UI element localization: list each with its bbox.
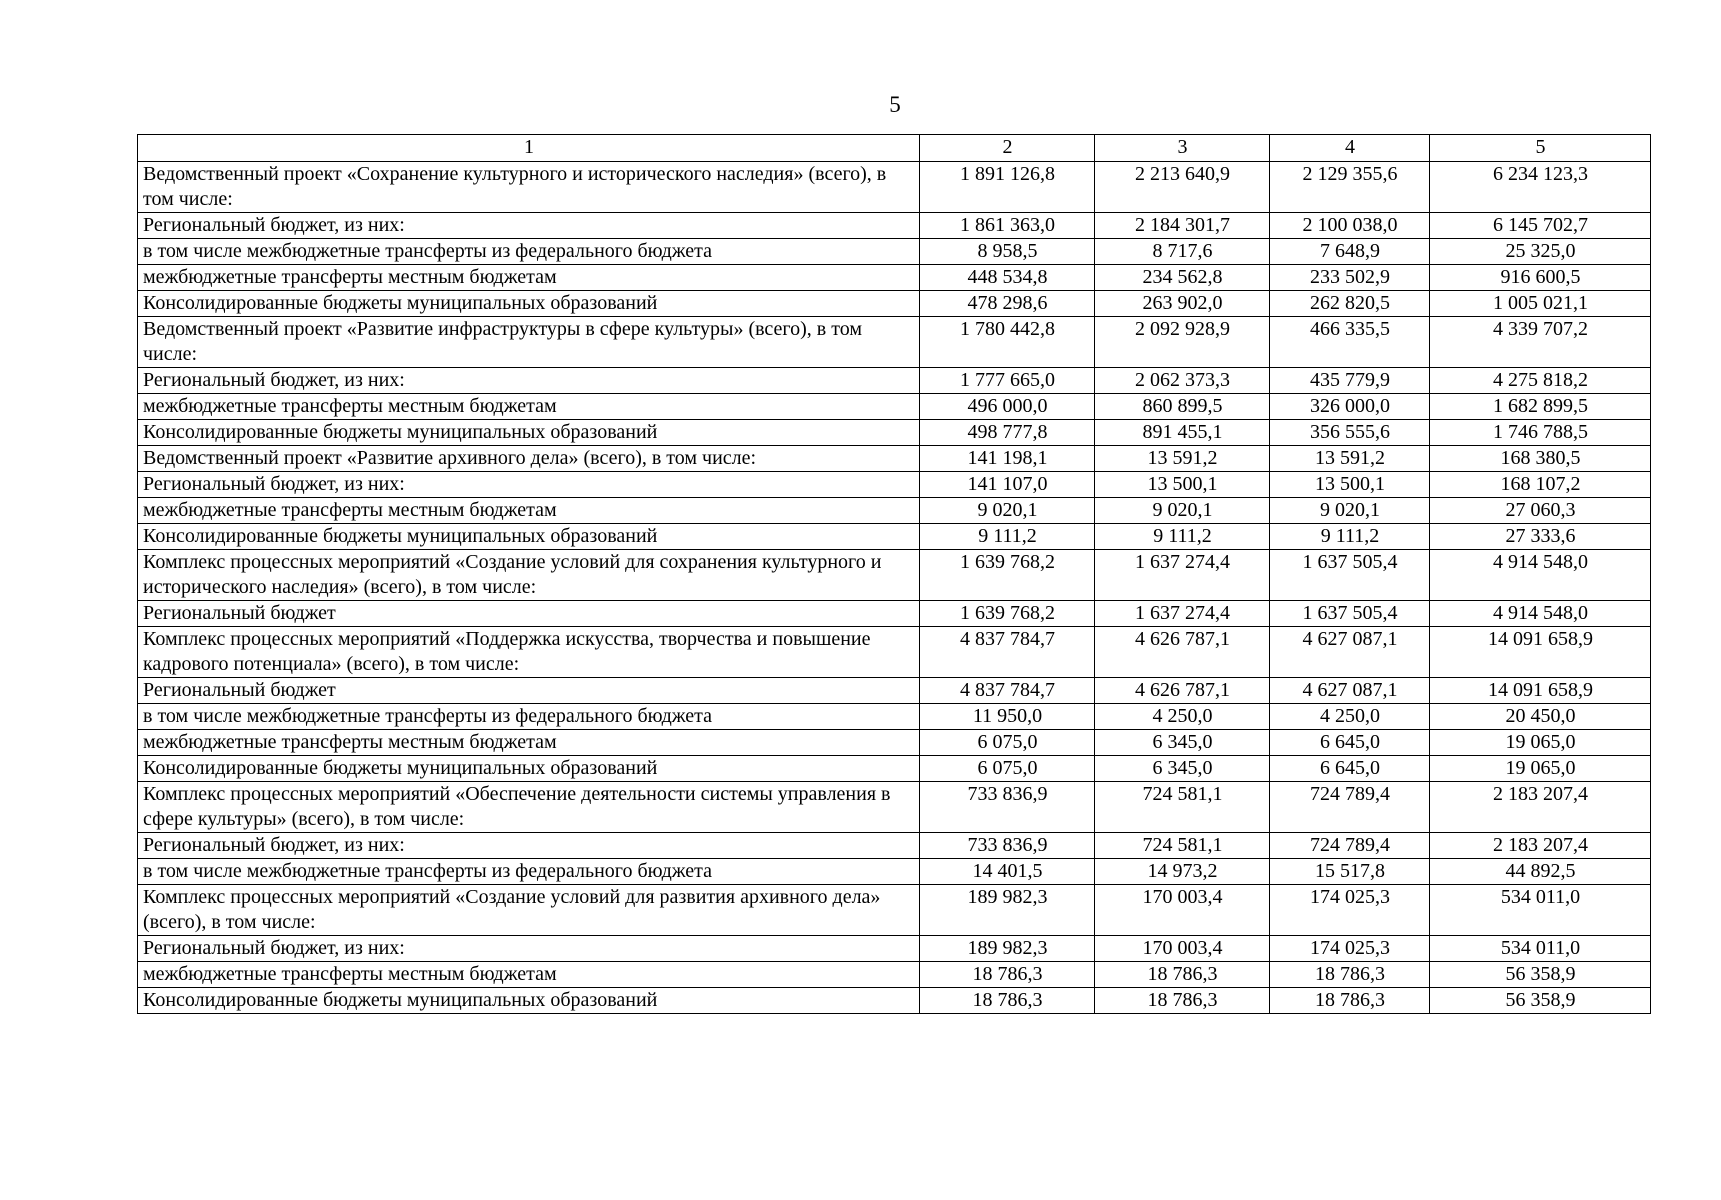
value-cell: 4 250,0 — [1095, 704, 1270, 730]
table-row — [138, 265, 1651, 291]
value-cell: 448 534,8 — [920, 265, 1095, 291]
table-row — [138, 756, 1651, 782]
value-cell: 13 500,1 — [1095, 472, 1270, 498]
value-cell: 9 111,2 — [1270, 524, 1430, 550]
value-cell: 496 000,0 — [920, 394, 1095, 420]
value-cell: 170 003,4 — [1095, 936, 1270, 962]
value-cell: 1 637 274,4 — [1095, 550, 1270, 601]
value-cell: 56 358,9 — [1430, 962, 1651, 988]
value-cell: 733 836,9 — [920, 782, 1095, 833]
value-cell: 170 003,4 — [1095, 885, 1270, 936]
table-row — [138, 524, 1651, 550]
value-cell: 27 333,6 — [1430, 524, 1651, 550]
value-cell: 4 339 707,2 — [1430, 317, 1651, 368]
table-row — [138, 498, 1651, 524]
value-cell: 1 891 126,8 — [920, 162, 1095, 213]
value-cell: 174 025,3 — [1270, 936, 1430, 962]
row-label: межбюджетные трансферты местным бюджетам — [138, 730, 920, 756]
value-cell: 860 899,5 — [1095, 394, 1270, 420]
page-number: 5 — [889, 92, 901, 117]
value-cell: 724 581,1 — [1095, 833, 1270, 859]
table-row — [138, 446, 1651, 472]
value-cell: 2 100 038,0 — [1270, 213, 1430, 239]
table-row — [138, 678, 1651, 704]
row-label: Комплекс процессных мероприятий «Обеспечение деятельности системы управления в сфере культуры» (всего), в том числе: — [138, 782, 920, 833]
column-header: 2 — [920, 135, 1095, 162]
table-row — [138, 291, 1651, 317]
value-cell: 234 562,8 — [1095, 265, 1270, 291]
value-cell: 1 005 021,1 — [1430, 291, 1651, 317]
value-cell: 6 075,0 — [920, 730, 1095, 756]
row-label: Консолидированные бюджеты муниципальных образований — [138, 524, 920, 550]
value-cell: 168 107,2 — [1430, 472, 1651, 498]
value-cell: 263 902,0 — [1095, 291, 1270, 317]
value-cell: 9 020,1 — [1095, 498, 1270, 524]
column-header: 1 — [138, 135, 920, 162]
row-label: Консолидированные бюджеты муниципальных образований — [138, 291, 920, 317]
budget-table — [137, 134, 1651, 1014]
value-cell: 1 637 274,4 — [1095, 601, 1270, 627]
table-row — [138, 162, 1651, 213]
value-cell: 4 626 787,1 — [1095, 678, 1270, 704]
table-row — [138, 213, 1651, 239]
row-label: Комплекс процессных мероприятий «Создание условий для сохранения культурного и исторического наследия» (всего), в том числе: — [138, 550, 920, 601]
value-cell: 189 982,3 — [920, 936, 1095, 962]
value-cell: 56 358,9 — [1430, 988, 1651, 1014]
column-header: 4 — [1270, 135, 1430, 162]
table-row — [138, 962, 1651, 988]
value-cell: 4 914 548,0 — [1430, 550, 1651, 601]
row-label: Региональный бюджет — [138, 601, 920, 627]
value-cell: 1 746 788,5 — [1430, 420, 1651, 446]
table-row — [138, 472, 1651, 498]
value-cell: 19 065,0 — [1430, 730, 1651, 756]
table-row — [138, 730, 1651, 756]
value-cell: 4 250,0 — [1270, 704, 1430, 730]
table-header-row — [138, 135, 1651, 162]
value-cell: 9 111,2 — [920, 524, 1095, 550]
value-cell: 1 639 768,2 — [920, 601, 1095, 627]
row-label: межбюджетные трансферты местным бюджетам — [138, 394, 920, 420]
value-cell: 2 092 928,9 — [1095, 317, 1270, 368]
value-cell: 4 914 548,0 — [1430, 601, 1651, 627]
value-cell: 891 455,1 — [1095, 420, 1270, 446]
value-cell: 18 786,3 — [1095, 988, 1270, 1014]
value-cell: 27 060,3 — [1430, 498, 1651, 524]
value-cell: 14 091 658,9 — [1430, 678, 1651, 704]
row-label: Ведомственный проект «Развитие инфраструктуры в сфере культуры» (всего), в том числе: — [138, 317, 920, 368]
value-cell: 18 786,3 — [1095, 962, 1270, 988]
value-cell: 2 213 640,9 — [1095, 162, 1270, 213]
table-row — [138, 988, 1651, 1014]
value-cell: 189 982,3 — [920, 885, 1095, 936]
budget-table-body — [138, 135, 1651, 1014]
value-cell: 13 500,1 — [1270, 472, 1430, 498]
table-row — [138, 394, 1651, 420]
value-cell: 2 184 301,7 — [1095, 213, 1270, 239]
value-cell: 15 517,8 — [1270, 859, 1430, 885]
value-cell: 9 020,1 — [920, 498, 1095, 524]
value-cell: 6 645,0 — [1270, 756, 1430, 782]
row-label: Ведомственный проект «Сохранение культурного и исторического наследия» (всего), в том числе: — [138, 162, 920, 213]
row-label: Региональный бюджет, из них: — [138, 213, 920, 239]
table-row — [138, 601, 1651, 627]
value-cell: 44 892,5 — [1430, 859, 1651, 885]
value-cell: 9 111,2 — [1095, 524, 1270, 550]
value-cell: 18 786,3 — [920, 962, 1095, 988]
row-label: межбюджетные трансферты местным бюджетам — [138, 962, 920, 988]
column-header: 5 — [1430, 135, 1651, 162]
value-cell: 174 025,3 — [1270, 885, 1430, 936]
value-cell: 6 075,0 — [920, 756, 1095, 782]
value-cell: 4 837 784,7 — [920, 678, 1095, 704]
table-row — [138, 704, 1651, 730]
value-cell: 435 779,9 — [1270, 368, 1430, 394]
value-cell: 14 091 658,9 — [1430, 627, 1651, 678]
row-label: Комплекс процессных мероприятий «Поддержка искусства, творчества и повышение кадрового потенциала» (всего), в том числе: — [138, 627, 920, 678]
value-cell: 13 591,2 — [1270, 446, 1430, 472]
value-cell: 4 626 787,1 — [1095, 627, 1270, 678]
row-label: Комплекс процессных мероприятий «Создание условий для развития архивного дела» (всего), в том числе: — [138, 885, 920, 936]
row-label: Региональный бюджет, из них: — [138, 472, 920, 498]
row-label: в том числе межбюджетные трансферты из федерального бюджета — [138, 239, 920, 265]
table-row — [138, 627, 1651, 678]
value-cell: 8 717,6 — [1095, 239, 1270, 265]
value-cell: 2 183 207,4 — [1430, 782, 1651, 833]
value-cell: 25 325,0 — [1430, 239, 1651, 265]
table-row — [138, 239, 1651, 265]
row-label: межбюджетные трансферты местным бюджетам — [138, 498, 920, 524]
value-cell: 233 502,9 — [1270, 265, 1430, 291]
value-cell: 1 780 442,8 — [920, 317, 1095, 368]
table-row — [138, 550, 1651, 601]
column-header: 3 — [1095, 135, 1270, 162]
value-cell: 19 065,0 — [1430, 756, 1651, 782]
value-cell: 534 011,0 — [1430, 885, 1651, 936]
table-row — [138, 859, 1651, 885]
value-cell: 724 581,1 — [1095, 782, 1270, 833]
row-label: Ведомственный проект «Развитие архивного дела» (всего), в том числе: — [138, 446, 920, 472]
value-cell: 6 645,0 — [1270, 730, 1430, 756]
value-cell: 1 637 505,4 — [1270, 601, 1430, 627]
value-cell: 326 000,0 — [1270, 394, 1430, 420]
value-cell: 2 129 355,6 — [1270, 162, 1430, 213]
table-row — [138, 936, 1651, 962]
row-label: в том числе межбюджетные трансферты из федерального бюджета — [138, 859, 920, 885]
row-label: Региональный бюджет — [138, 678, 920, 704]
value-cell: 2 183 207,4 — [1430, 833, 1651, 859]
value-cell: 14 401,5 — [920, 859, 1095, 885]
value-cell: 7 648,9 — [1270, 239, 1430, 265]
value-cell: 1 637 505,4 — [1270, 550, 1430, 601]
row-label: Консолидированные бюджеты муниципальных образований — [138, 420, 920, 446]
value-cell: 6 234 123,3 — [1430, 162, 1651, 213]
value-cell: 18 786,3 — [1270, 988, 1430, 1014]
value-cell: 1 777 665,0 — [920, 368, 1095, 394]
value-cell: 6 345,0 — [1095, 730, 1270, 756]
value-cell: 724 789,4 — [1270, 833, 1430, 859]
value-cell: 1 682 899,5 — [1430, 394, 1651, 420]
table-row — [138, 782, 1651, 833]
value-cell: 466 335,5 — [1270, 317, 1430, 368]
value-cell: 916 600,5 — [1430, 265, 1651, 291]
value-cell: 478 298,6 — [920, 291, 1095, 317]
value-cell: 4 627 087,1 — [1270, 678, 1430, 704]
value-cell: 14 973,2 — [1095, 859, 1270, 885]
value-cell: 356 555,6 — [1270, 420, 1430, 446]
row-label: межбюджетные трансферты местным бюджетам — [138, 265, 920, 291]
row-label: в том числе межбюджетные трансферты из федерального бюджета — [138, 704, 920, 730]
value-cell: 8 958,5 — [920, 239, 1095, 265]
value-cell: 11 950,0 — [920, 704, 1095, 730]
row-label: Региональный бюджет, из них: — [138, 368, 920, 394]
value-cell: 4 275 818,2 — [1430, 368, 1651, 394]
value-cell: 2 062 373,3 — [1095, 368, 1270, 394]
value-cell: 733 836,9 — [920, 833, 1095, 859]
row-label: Региональный бюджет, из них: — [138, 936, 920, 962]
value-cell: 20 450,0 — [1430, 704, 1651, 730]
value-cell: 4 627 087,1 — [1270, 627, 1430, 678]
value-cell: 262 820,5 — [1270, 291, 1430, 317]
row-label: Консолидированные бюджеты муниципальных образований — [138, 988, 920, 1014]
value-cell: 4 837 784,7 — [920, 627, 1095, 678]
value-cell: 6 145 702,7 — [1430, 213, 1651, 239]
value-cell: 1 639 768,2 — [920, 550, 1095, 601]
table-row — [138, 833, 1651, 859]
value-cell: 13 591,2 — [1095, 446, 1270, 472]
value-cell: 534 011,0 — [1430, 936, 1651, 962]
value-cell: 724 789,4 — [1270, 782, 1430, 833]
row-label: Консолидированные бюджеты муниципальных образований — [138, 756, 920, 782]
row-label: Региональный бюджет, из них: — [138, 833, 920, 859]
value-cell: 1 861 363,0 — [920, 213, 1095, 239]
value-cell: 168 380,5 — [1430, 446, 1651, 472]
value-cell: 9 020,1 — [1270, 498, 1430, 524]
value-cell: 498 777,8 — [920, 420, 1095, 446]
table-row — [138, 420, 1651, 446]
value-cell: 18 786,3 — [920, 988, 1095, 1014]
table-row — [138, 317, 1651, 368]
table-row — [138, 368, 1651, 394]
value-cell: 6 345,0 — [1095, 756, 1270, 782]
table-row — [138, 885, 1651, 936]
value-cell: 141 107,0 — [920, 472, 1095, 498]
value-cell: 141 198,1 — [920, 446, 1095, 472]
value-cell: 18 786,3 — [1270, 962, 1430, 988]
